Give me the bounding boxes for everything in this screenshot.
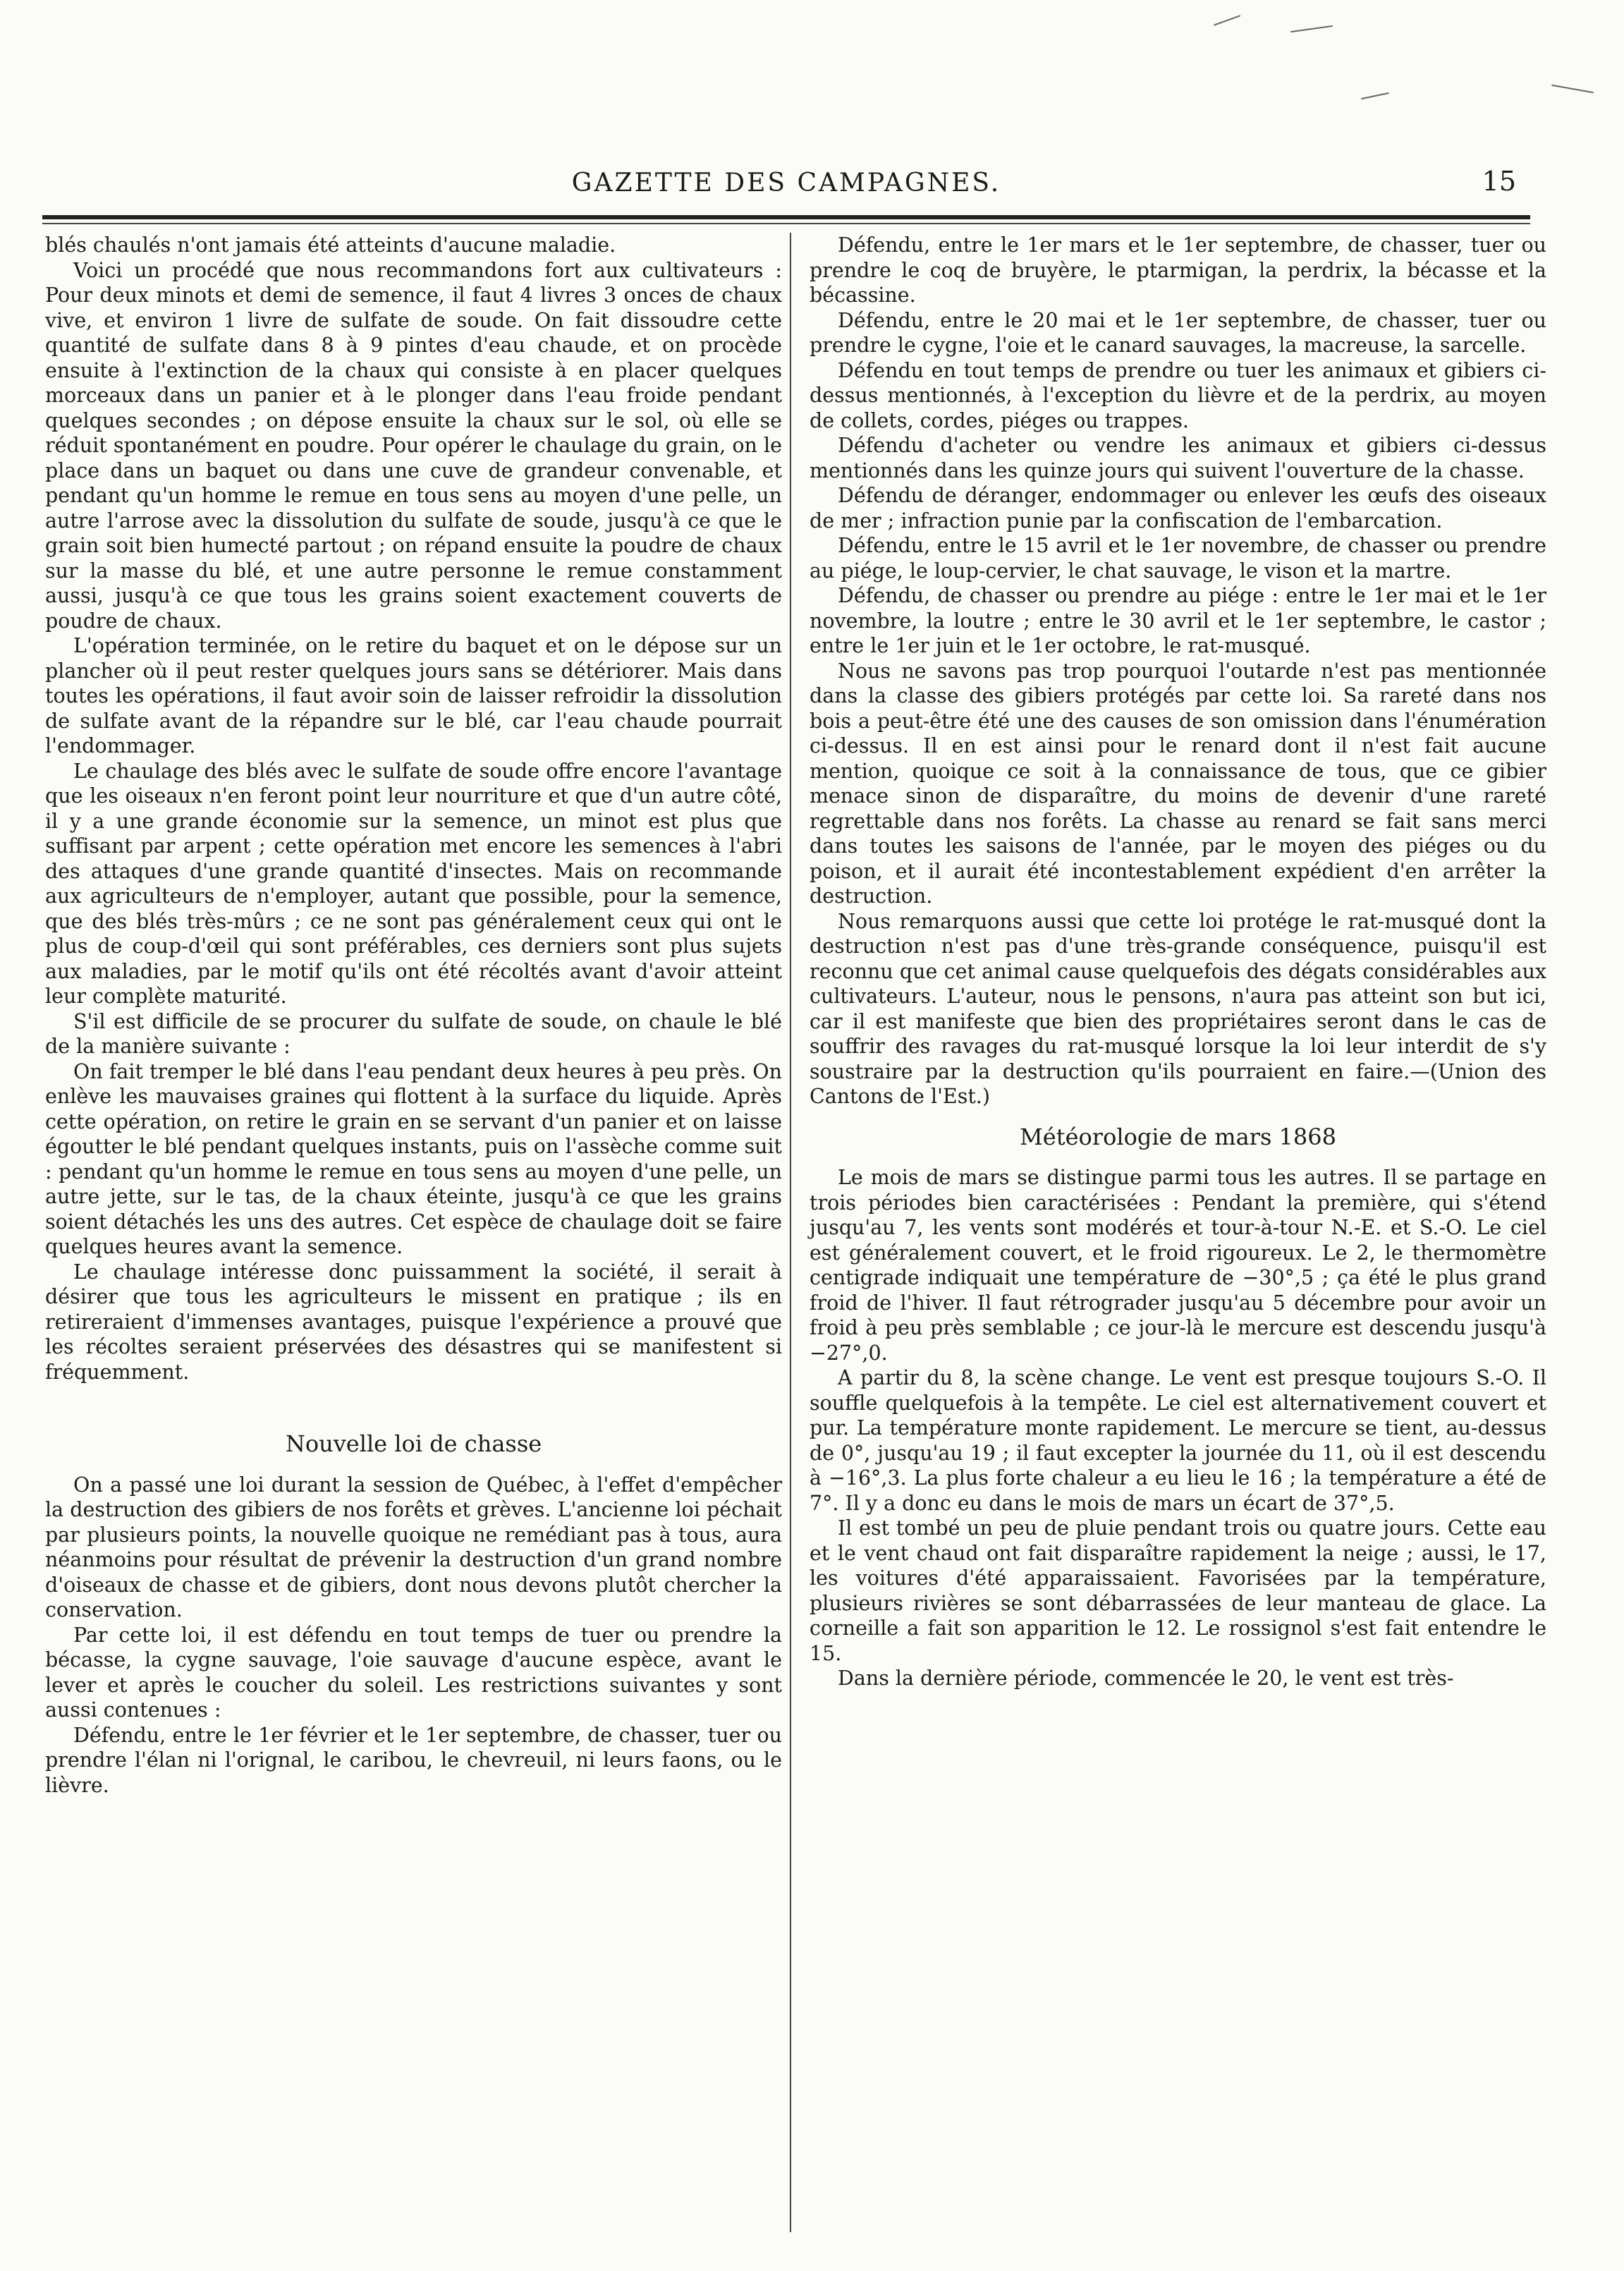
page-number: 15 — [1482, 166, 1516, 197]
paragraph: Défendu, entre le 20 mai et le 1er septembre, de chasser, tuer ou prendre le cygne, l'oie et le canard sauvages, la macreuse, la sarcelle. — [810, 308, 1546, 357]
paragraph: On a passé une loi durant la session de Québec, à l'effet d'empêcher la destruction des gibiers de nos forêts et grèves. L'ancienne loi péchait par plusieurs points, la nouvelle quoique ne remédiant pas à tous, aura néanmoins pour résultat de prévenir la destruction d'un grand nombre d'oiseaux de chasse et de gibiers, dont nous devons plutôt chercher la conservation. — [45, 1473, 782, 1621]
right-column — [810, 233, 1546, 1691]
paragraph: On fait tremper le blé dans l'eau pendant deux heures à peu près. On enlève les mauvaises graines qui flottent à la surface du liquide. Après cette opération, on retire le grain en se servant d'un panier et on laisse égoutter le blé pendant quelques instants, puis on l'assèche comme suit : pendant qu'un homme le remue en tous sens au moyen d'une pelle, un autre jette, sur le tas, de la chaux éteinte, jusqu'à ce que les grains soient détachés les uns des autres. Cet espèce de chaulage doit se faire quelques heures avant la semence. — [45, 1059, 782, 1258]
paragraph: Voici un procédé que nous recommandons fort aux cultivateurs : Pour deux minots et demi de semence, il faut 4 livres 3 onces de chaux vive, et environ 1 livre de sulfate de soude. On fait dissoudre cette quantité de sulfate dans 8 à 9 pintes d'eau chaude, et on procède ensuite à l'extinction de la chaux qui consiste à en placer quelques morceaux dans un panier et à le plonger dans l'eau froide pendant quelques secondes ; on dépose ensuite la chaux sur le sol, où elle se réduit spontanément en poudre. Pour opérer le chaulage du grain, on le place dans un baquet ou dans une cuve de grandeur convenable, et pendant qu'un homme le remue en tous sens au moyen d'une pelle, un autre l'arrose avec la dissolution du sulfate de soude, jusqu'à ce que le grain soit bien humecté partout ; on répand ensuite la poudre de chaux sur la masse du blé, et une autre personne le remue constamment aussi, jusqu'à ce que tous les grains soient exactement couverts de poudre de chaux. — [45, 258, 782, 633]
left-column — [45, 233, 782, 1798]
paragraph: Le chaulage intéresse donc puissamment la société, il serait à désirer que tous les agriculteurs le missent en pratique ; ils en retireraient d'immenses avantages, puisque l'expérience a prouvé que les récoltes seraient préservées des désastres qui se manifestent si fréquemment. — [45, 1260, 782, 1384]
paragraph: Dans la dernière période, commencée le 20, le vent est très- — [838, 1667, 1454, 1690]
paragraph: Défendu, de chasser ou prendre au piége : entre le 1er mai et le 1er novembre, la loutre ; entre le 30 avril et le 1er septembre, le castor ; entre le 1er juin et le 1er octobre, le rat-musqué. — [810, 584, 1546, 657]
paragraph: Le mois de mars se distingue parmi tous les autres. Il se partage en trois périodes bien caractérisées : Pendant la première, qui s'étend jusqu'au 7, les vents sont modérés et tour-à-tour N.-E. et S.-O. Le ciel est généralement couvert, et le froid rigoureux. Le 2, le thermomètre centigrade indiquait une température de −30°,5 ; ça été le plus grand froid de l'hiver. Il faut rétrograder jusqu'au 5 décembre pour avoir un froid à peu près semblable ; ce jour-là le mercure est descendu jusqu'à −27°,0. — [810, 1166, 1546, 1365]
paragraph: Défendu, entre le 1er mars et le 1er septembre, de chasser, tuer ou prendre le coq de bruyère, le ptarmigan, la perdrix, la bécasse et la bécassine. — [810, 233, 1546, 307]
scan-mark — [1551, 85, 1593, 93]
paragraph: Nous ne savons pas trop pourquoi l'outarde n'est pas mentionnée dans la classe des gibiers protégés par cette loi. Sa rareté dans nos bois a peut-être été une des causes de son omission dans l'énumération ci-dessus. Il en est ainsi pour le renard dont il n'est fait aucune mention, quoique ce soit à la connaissance de tous, que ce gibier menace sinon de disparaître, du moins de devenir d'une rareté regrettable dans nos forêts. La chasse au renard se fait sans merci dans toutes les saisons de l'année, par le moyen des piéges ou du poison, et il aurait été incontestablement expédient d'en arrêter la destruction. — [810, 659, 1546, 908]
spacer — [45, 1384, 782, 1416]
paragraph: Par cette loi, il est défendu en tout temps de tuer ou prendre la bécasse, la cygne sauvage, l'oie sauvage d'aucune espèce, avant le lever et après le coucher du soleil. Les restrictions suivantes y sont aussi contenues : — [45, 1623, 782, 1722]
header-rule-thick — [42, 215, 1530, 219]
paragraph: blés chaulés n'ont jamais été atteints d'aucune maladie. — [45, 233, 616, 257]
paragraph: Défendu d'acheter ou vendre les animaux et gibiers ci-dessus mentionnés dans les quinze jours qui suivent l'ouverture de la chasse. — [810, 434, 1546, 482]
paragraph: Il est tombé un peu de pluie pendant trois ou quatre jours. Cette eau et le vent chaud ont fait disparaître rapidement la neige ; aussi, le 17, les voitures d'été apparaissaient. Favorisées par la température, plusieurs rivières se sont débarrassées de leur manteau de glace. La corneille a fait son apparition le 12. Le rossignol s'est fait entendre le 15. — [810, 1516, 1546, 1665]
section-heading-chasse: Nouvelle loi de chasse — [285, 1430, 542, 1457]
paragraph: L'opération terminée, on le retire du baquet et on le dépose sur un plancher où il peut rester quelques jours sans se détériorer. Mais dans toutes les opérations, il faut avoir soin de laisser refroidir la dissolution de sulfate avant de la répandre sur le blé, car l'eau chaude pourrait l'endommager. — [45, 634, 782, 757]
header-rule-thin — [42, 223, 1530, 224]
paragraph: Le chaulage des blés avec le sulfate de soude offre encore l'avantage que les oiseaux n'en feront point leur nourriture et que d'un autre côté, il y a une grande économie sur la semence, un minot est plus que suffisant par arpent ; cette opération met encore les semences à l'abri des attaques d'une grande quantité d'insectes. Mais on recommande aux agriculteurs de n'employer, autant que possible, pour la semence, que des blés très-mûrs ; ce ne sont pas généralement ceux qui ont le plus de coup-d'œil qui sont préférables, ces derniers sont plus sujets aux maladies, par le motif qu'ils ont été récoltés avant d'avoir atteint leur complète maturité. — [45, 759, 782, 1008]
paragraph: A partir du 8, la scène change. Le vent est presque toujours S.-O. Il souffle quelquefois à la tempête. Le ciel est alternativement couvert et pur. La température monte rapidement. Le mercure se tient, au-dessus de 0°, jusqu'au 19 ; il faut excepter la journée du 11, où il est descendu à −16°,3. La plus forte chaleur a eu lieu le 16 ; la température a été de 7°. Il y a donc eu dans le mois de mars un écart de 37°,5. — [810, 1366, 1546, 1515]
paragraph: S'il est difficile de se procurer du sulfate de soude, on chaule le blé de la manière suivante : — [45, 1009, 782, 1058]
paragraph: Défendu, entre le 1er février et le 1er septembre, de chasser, tuer ou prendre l'élan ni l'orignal, le caribou, le chevreuil, ni leurs faons, ou le lièvre. — [45, 1723, 782, 1797]
publication-title: GAZETTE DES CAMPAGNES. — [571, 169, 1001, 197]
scan-mark — [1361, 92, 1389, 99]
paragraph: Nous remarquons aussi que cette loi protége le rat-musqué dont la destruction n'est pas d'une très-grande conséquence, puisqu'il est reconnu que cet animal cause quelquefois des dégats considérables aux cultivateurs. L'auteur, nous le pensons, n'aura pas atteint son but ici, car il est manifeste que bien des propriétaires seront dans le cas de souffrir des ravages du rat-musqué lorsque la loi leur interdit de s'y soustraire par la destruction qu'ils pourraient en faire.—(Union des Cantons de l'Est.) — [810, 909, 1546, 1108]
scan-mark — [1214, 15, 1240, 26]
scan-mark — [1290, 25, 1333, 32]
paragraph: Défendu de déranger, endommager ou enlever les œufs des oiseaux de mer ; infraction punie par la confiscation de l'embarcation. — [810, 484, 1546, 532]
paragraph: Défendu, entre le 15 avril et le 1er novembre, de chasser ou prendre au piége, le loup-cervier, le chat sauvage, le vison et la martre. — [810, 534, 1546, 583]
section-heading-meteorologie: Météorologie de mars 1868 — [1020, 1123, 1336, 1150]
paragraph: Défendu en tout temps de prendre ou tuer les animaux et gibiers ci-dessus mentionnés, à l'exception du lièvre et de la perdrix, au moyen de collets, cordes, piéges ou trappes. — [810, 358, 1546, 432]
page-header — [42, 166, 1530, 208]
column-separator — [790, 233, 791, 2232]
